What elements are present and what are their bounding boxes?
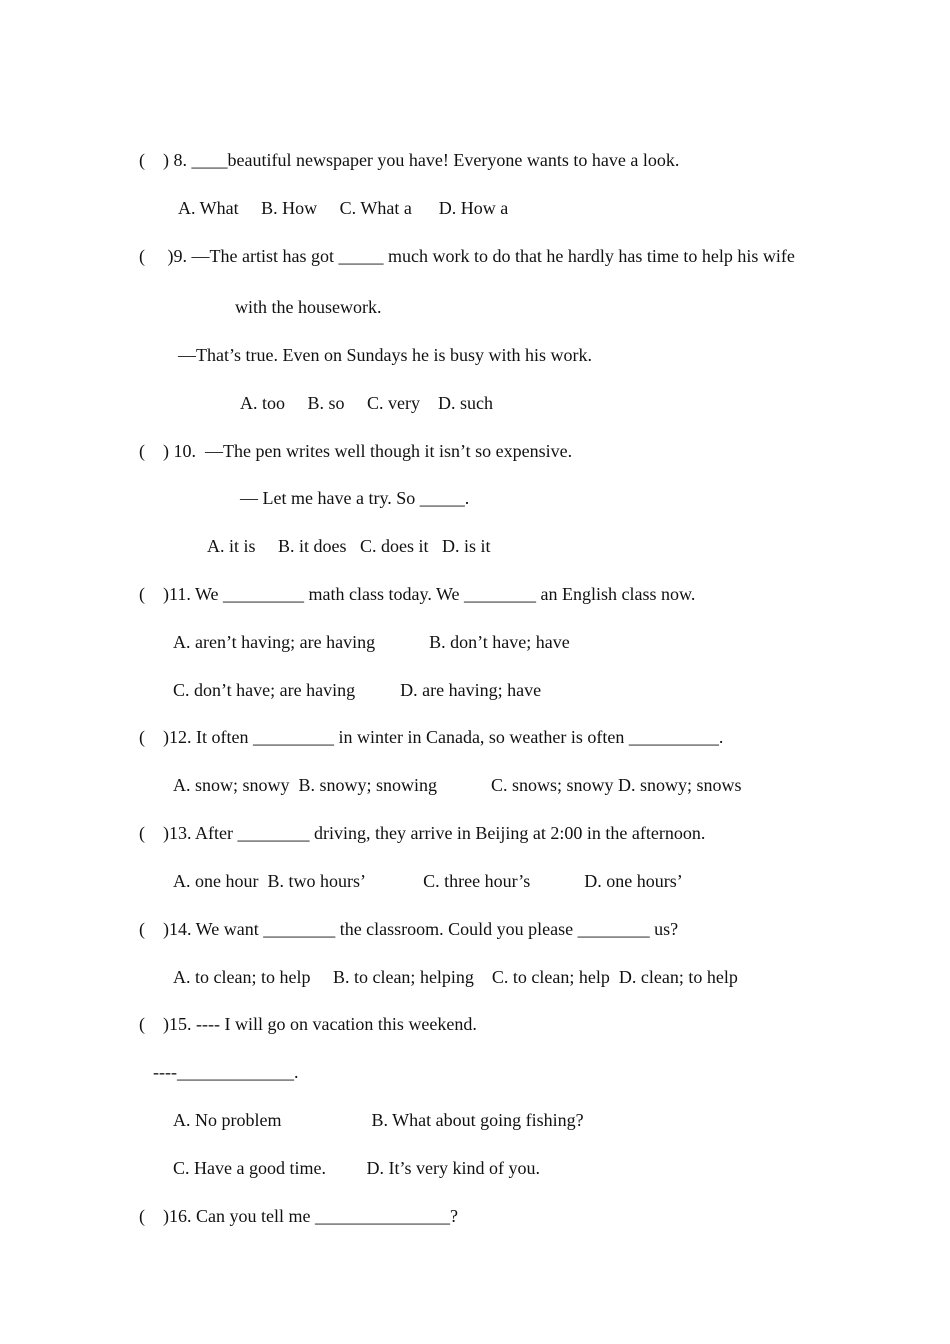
question-15-reply: ----_____________. (153, 1062, 299, 1082)
question-15-options-row2: C. Have a good time. D. It’s very kind of you. (173, 1158, 540, 1178)
question-14-options: A. to clean; to help B. to clean; helping C. to clean; help D. clean; to help (173, 967, 738, 987)
question-16: ( )16. Can you tell me _______________? (139, 1206, 458, 1226)
question-9-reply: —That’s true. Even on Sundays he is busy with his work. (178, 345, 592, 365)
question-9-options: A. too B. so C. very D. such (240, 393, 493, 413)
question-11-options-row1: A. aren’t having; are having B. don’t have; have (173, 632, 570, 652)
question-9: ( )9. —The artist has got _____ much work to do that he hardly has time to help his wife (139, 246, 795, 266)
question-12: ( )12. It often _________ in winter in Canada, so weather is often __________. (139, 727, 724, 747)
question-8-options: A. What B. How C. What a D. How a (178, 198, 509, 218)
question-10-reply: — Let me have a try. So _____. (240, 488, 470, 508)
question-8: ( ) 8. ____beautiful newspaper you have! Everyone wants to have a look. (139, 150, 680, 170)
question-11-options-row2: C. don’t have; are having D. are having; have (173, 680, 542, 700)
question-11: ( )11. We _________ math class today. We ________ an English class now. (139, 584, 696, 604)
question-15: ( )15. ---- I will go on vacation this weekend. (139, 1014, 477, 1034)
question-13: ( )13. After ________ driving, they arrive in Beijing at 2:00 in the afternoon. (139, 823, 706, 843)
question-14: ( )14. We want ________ the classroom. Could you please ________ us? (139, 919, 679, 939)
question-15-options-row1: A. No problem B. What about going fishing? (173, 1110, 584, 1130)
question-13-options: A. one hour B. two hours’ C. three hour’s D. one hours’ (173, 871, 683, 891)
question-10: ( ) 10. —The pen writes well though it isn’t so expensive. (139, 441, 573, 461)
question-9-continuation: with the housework. (235, 297, 382, 317)
question-12-options: A. snow; snowy B. snowy; snowing C. snows; snowy D. snowy; snows (173, 775, 742, 795)
question-10-options: A. it is B. it does C. does it D. is it (207, 536, 491, 556)
